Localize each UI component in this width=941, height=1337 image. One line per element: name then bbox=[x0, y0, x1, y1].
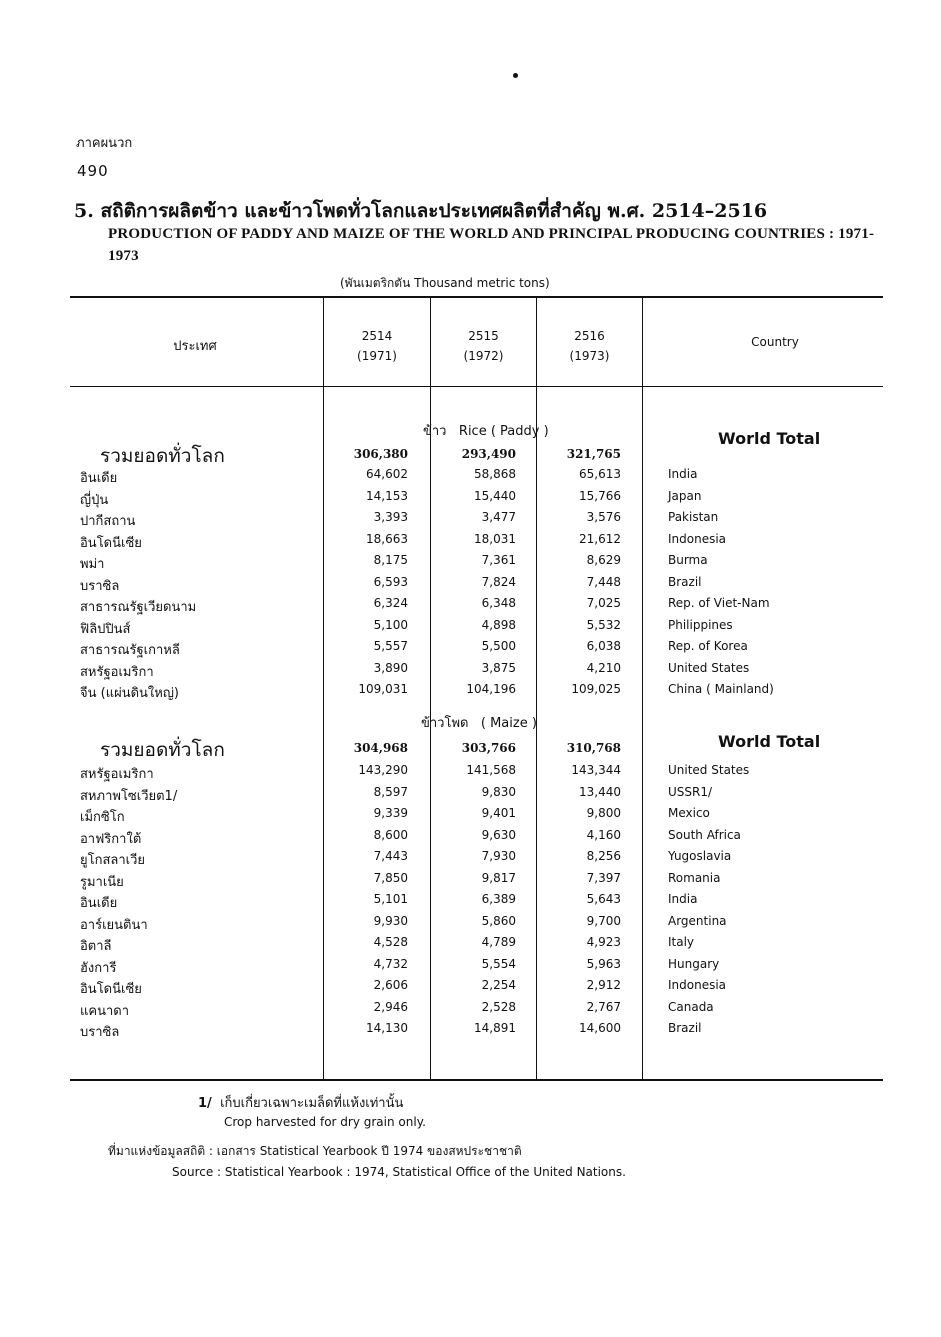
production-value: 143,290 bbox=[358, 763, 408, 777]
country-name-th: สหรัฐอเมริกา bbox=[80, 664, 154, 680]
production-value: 104,196 bbox=[466, 682, 516, 696]
production-value: 9,800 bbox=[586, 806, 621, 820]
header-year-1972 bbox=[431, 326, 536, 366]
country-name-th: ฟิลิปปินส์ bbox=[80, 621, 131, 637]
production-value: 6,593 bbox=[373, 574, 408, 589]
production-value: 5,500 bbox=[481, 639, 516, 653]
country-name-en: India bbox=[668, 892, 698, 906]
table-row bbox=[0, 553, 941, 574]
world-total-value: 321,765 bbox=[566, 447, 621, 461]
production-value: 5,860 bbox=[481, 913, 516, 928]
country-name-th: อิตาลี bbox=[80, 939, 112, 954]
rice-heading-en: Rice ( Paddy ) bbox=[458, 424, 549, 439]
section-label: ภาคผนวก bbox=[76, 136, 133, 151]
production-value: 8,600 bbox=[373, 827, 408, 842]
country-name-en: Burma bbox=[668, 553, 708, 567]
production-value: 3,477 bbox=[481, 510, 516, 524]
production-value: 6,038 bbox=[586, 639, 621, 653]
country-name-th: ญี่ปุ่น bbox=[80, 492, 109, 508]
production-value: 8,597 bbox=[373, 784, 408, 799]
production-value: 8,256 bbox=[586, 849, 621, 863]
table-row bbox=[0, 978, 941, 999]
production-value: 14,130 bbox=[366, 1021, 408, 1035]
production-value: 58,868 bbox=[474, 467, 516, 481]
maize-heading bbox=[421, 712, 537, 733]
country-name-th: อาฟริกาใต้ bbox=[80, 831, 142, 847]
production-value: 9,930 bbox=[373, 913, 408, 928]
table-row bbox=[0, 892, 941, 913]
production-value: 6,389 bbox=[481, 892, 516, 906]
country-name-en: Japan bbox=[668, 488, 702, 503]
production-value: 21,612 bbox=[579, 531, 621, 546]
production-value: 2,254 bbox=[481, 978, 516, 992]
country-name-en: Canada bbox=[668, 999, 714, 1014]
production-value: 18,031 bbox=[474, 531, 516, 546]
world-total-row bbox=[0, 447, 941, 468]
production-value: 3,890 bbox=[373, 660, 408, 675]
world-total-row bbox=[0, 741, 941, 762]
production-value: 5,554 bbox=[481, 956, 516, 971]
production-value: 4,732 bbox=[373, 956, 408, 971]
year-ad: (1973) bbox=[569, 349, 610, 363]
country-name-th: อินเดีย bbox=[80, 471, 118, 486]
production-value: 9,339 bbox=[373, 806, 408, 820]
production-value: 7,361 bbox=[481, 553, 516, 567]
world-total-value: 293,490 bbox=[461, 447, 516, 461]
production-value: 9,817 bbox=[481, 870, 516, 885]
title-number: 5. bbox=[74, 200, 94, 222]
header-country-en: Country bbox=[751, 335, 799, 349]
country-name-en: Philippines bbox=[668, 617, 733, 632]
table-row bbox=[0, 532, 941, 553]
production-value: 2,912 bbox=[586, 978, 621, 992]
table-row bbox=[0, 682, 941, 703]
production-value: 18,663 bbox=[366, 531, 408, 546]
production-value: 5,557 bbox=[373, 639, 408, 653]
production-value: 15,766 bbox=[579, 488, 621, 503]
country-name-en: China ( Mainland) bbox=[668, 682, 774, 696]
table-row bbox=[0, 806, 941, 827]
world-total-value: 306,380 bbox=[353, 447, 408, 461]
production-value: 7,448 bbox=[586, 574, 621, 589]
table-row bbox=[0, 510, 941, 531]
table-row bbox=[0, 1021, 941, 1042]
production-value: 2,767 bbox=[586, 999, 621, 1014]
country-name-en: Pakistan bbox=[668, 510, 719, 524]
table-bottom-rule bbox=[70, 1079, 883, 1081]
production-value: 9,700 bbox=[586, 913, 621, 928]
production-value: 64,602 bbox=[366, 467, 408, 481]
country-name-en: South Africa bbox=[668, 827, 741, 842]
production-value: 8,629 bbox=[586, 553, 621, 567]
production-value: 7,025 bbox=[586, 596, 621, 610]
units-label: (พันเมตริกตัน Thousand metric tons) bbox=[340, 276, 550, 290]
page-number: 490 bbox=[77, 162, 109, 180]
maize-heading-en: ( Maize ) bbox=[480, 716, 537, 731]
country-name-th: อินโดนีเซีย bbox=[80, 535, 142, 551]
production-value: 2,946 bbox=[373, 999, 408, 1014]
table-row bbox=[0, 489, 941, 510]
world-total-value: 303,766 bbox=[461, 741, 516, 755]
table-row bbox=[0, 575, 941, 596]
country-name-en: Hungary bbox=[668, 956, 720, 971]
table-row bbox=[0, 467, 941, 488]
country-name-th: พม่า bbox=[80, 557, 105, 572]
production-value: 7,397 bbox=[586, 870, 621, 885]
production-value: 3,576 bbox=[586, 510, 621, 524]
title-english: PRODUCTION OF PADDY AND MAIZE OF THE WORLD AND PRINCIPAL PRODUCING COUNTRIES : 1971-1973 bbox=[108, 226, 875, 264]
production-value: 15,440 bbox=[474, 488, 516, 503]
country-name-en: India bbox=[668, 467, 698, 481]
table-row bbox=[0, 935, 941, 956]
production-value: 143,344 bbox=[571, 763, 621, 777]
country-name-en: Rep. of Viet-Nam bbox=[668, 596, 770, 610]
source-english: Source : Statistical Yearbook : 1974, Statistical Office of the United Nations. bbox=[172, 1165, 626, 1179]
country-name-en: United States bbox=[668, 660, 750, 675]
country-name-th: อินโดนีเซีย bbox=[80, 982, 142, 997]
country-name-th: แคนาดา bbox=[80, 1003, 130, 1019]
year-be: 2515 bbox=[468, 329, 499, 343]
country-name-th: เม็กซิโก bbox=[80, 810, 125, 825]
title-thai-text: สถิติการผลิตข้าว และข้าวโพดทั่วโลกและประเทศผลิตที่สำคัญ พ.ศ. 2514–2516 bbox=[100, 200, 768, 222]
rice-heading-th: ข้าว bbox=[423, 424, 447, 439]
country-name-th: ปากีสถาน bbox=[80, 514, 136, 529]
country-name-th: สหรัฐอเมริกา bbox=[80, 767, 154, 782]
production-value: 4,210 bbox=[586, 660, 621, 675]
year-ad: (1972) bbox=[463, 349, 504, 363]
country-name-en: Yugoslavia bbox=[668, 849, 732, 863]
world-total-label-th: รวมยอดทั่วโลก bbox=[100, 739, 225, 761]
table-row bbox=[0, 1000, 941, 1021]
country-name-en: United States bbox=[668, 763, 750, 777]
country-name-th: สาธารณรัฐเวียดนาม bbox=[80, 600, 197, 615]
production-value: 9,630 bbox=[481, 827, 516, 842]
table-row bbox=[0, 618, 941, 639]
header-year-1971 bbox=[324, 326, 430, 366]
table-row bbox=[0, 849, 941, 870]
table-row bbox=[0, 914, 941, 935]
table-row bbox=[0, 957, 941, 978]
rice-world-total-label: World Total bbox=[718, 429, 821, 448]
production-value: 14,600 bbox=[579, 1021, 621, 1035]
header-bottom-rule bbox=[70, 386, 883, 387]
world-total-value: 304,968 bbox=[353, 741, 408, 755]
table-row bbox=[0, 596, 941, 617]
production-value: 109,031 bbox=[358, 682, 408, 696]
world-total-value: 310,768 bbox=[566, 741, 621, 755]
country-name-en: Romania bbox=[668, 870, 721, 885]
production-value: 5,643 bbox=[586, 892, 621, 906]
footnote-mark: 1/ bbox=[198, 1096, 212, 1111]
production-value: 7,930 bbox=[481, 849, 516, 863]
production-value: 3,875 bbox=[481, 660, 516, 675]
country-name-th: สาธารณรัฐเกาหลี bbox=[80, 643, 180, 658]
rice-heading bbox=[423, 420, 549, 441]
table-row bbox=[0, 639, 941, 660]
country-name-th: บราซิล bbox=[80, 578, 120, 594]
production-value: 141,568 bbox=[466, 763, 516, 777]
production-value: 65,613 bbox=[579, 467, 621, 481]
country-name-en: Argentina bbox=[668, 913, 727, 928]
country-name-th: ฮังการี bbox=[80, 960, 117, 976]
footnote-english: Crop harvested for dry grain only. bbox=[224, 1115, 426, 1129]
country-name-en: Indonesia bbox=[668, 531, 727, 546]
production-value: 4,528 bbox=[373, 935, 408, 949]
production-value: 4,923 bbox=[586, 935, 621, 949]
header-country-th: ประเทศ bbox=[173, 339, 217, 354]
production-value: 7,850 bbox=[373, 870, 408, 885]
maize-heading-th: ข้าวโพด bbox=[421, 716, 469, 731]
country-name-th: อาร์เยนตินา bbox=[80, 917, 148, 933]
production-value: 9,401 bbox=[481, 806, 516, 820]
production-value: 3,393 bbox=[373, 510, 408, 524]
country-name-th: จีน (แผ่นดินใหญ่) bbox=[80, 686, 179, 701]
production-value: 9,830 bbox=[481, 784, 516, 799]
country-name-en: Brazil bbox=[668, 574, 702, 589]
production-value: 4,789 bbox=[481, 935, 516, 949]
production-value: 2,606 bbox=[373, 978, 408, 992]
maize-world-total-label: World Total bbox=[718, 732, 821, 751]
world-total-label-th: รวมยอดทั่วโลก bbox=[100, 445, 225, 467]
country-name-th: บราซิล bbox=[80, 1025, 120, 1040]
country-name-en: Mexico bbox=[668, 806, 710, 820]
production-value: 8,175 bbox=[373, 553, 408, 567]
country-name-th: ยูโกสลาเวีย bbox=[80, 853, 146, 868]
production-value: 5,963 bbox=[586, 956, 621, 971]
year-be: 2514 bbox=[361, 329, 393, 343]
country-name-en: Rep. of Korea bbox=[668, 639, 748, 653]
country-name-en: USSR1/ bbox=[668, 784, 713, 799]
table-row bbox=[0, 661, 941, 682]
speck-mark bbox=[513, 73, 518, 78]
year-be: 2516 bbox=[574, 329, 605, 343]
footnote-thai-text: เก็บเกี่ยวเฉพาะเมล็ดที่แห้งเท่านั้น bbox=[220, 1096, 404, 1111]
title-thai bbox=[74, 196, 767, 226]
country-name-en: Brazil bbox=[668, 1021, 702, 1035]
production-value: 2,528 bbox=[481, 999, 516, 1014]
footnote-thai bbox=[198, 1092, 403, 1113]
table-row bbox=[0, 871, 941, 892]
country-name-en: Indonesia bbox=[668, 978, 727, 992]
country-name-th: สหภาพโซเวียต1/ bbox=[80, 788, 178, 804]
production-value: 109,025 bbox=[571, 682, 621, 696]
production-value: 4,160 bbox=[586, 827, 621, 842]
table-top-rule bbox=[70, 296, 883, 298]
production-value: 7,443 bbox=[373, 849, 408, 863]
production-value: 4,898 bbox=[481, 617, 516, 632]
country-name-th: รูมาเนีย bbox=[80, 874, 124, 890]
table-row bbox=[0, 828, 941, 849]
production-value: 5,101 bbox=[373, 892, 408, 906]
production-value: 6,324 bbox=[373, 596, 408, 610]
table-row bbox=[0, 785, 941, 806]
production-value: 5,532 bbox=[586, 617, 621, 632]
production-value: 14,153 bbox=[366, 488, 408, 503]
header-year-1973 bbox=[537, 326, 642, 366]
production-value: 7,824 bbox=[481, 574, 516, 589]
production-value: 14,891 bbox=[474, 1021, 516, 1035]
country-name-th: อินเดีย bbox=[80, 896, 118, 911]
country-name-en: Italy bbox=[668, 935, 695, 949]
source-thai: ที่มาแห่งข้อมูลสถิติ : เอกสาร Statistical Yearbook ปี 1974 ของสหประชาชาติ bbox=[108, 1144, 522, 1158]
year-ad: (1971) bbox=[357, 349, 397, 363]
table-row bbox=[0, 763, 941, 784]
production-value: 5,100 bbox=[373, 617, 408, 632]
production-value: 6,348 bbox=[481, 596, 516, 610]
production-value: 13,440 bbox=[579, 784, 621, 799]
